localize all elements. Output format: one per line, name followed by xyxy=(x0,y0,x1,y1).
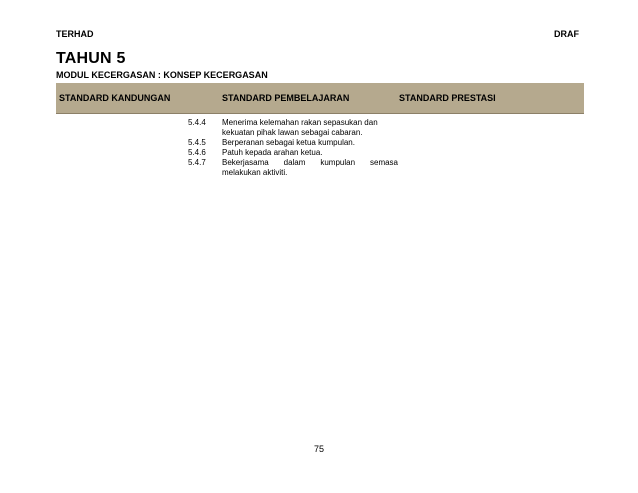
standards-table xyxy=(56,83,584,194)
table-body xyxy=(56,114,584,194)
page-title: TAHUN 5 xyxy=(56,50,126,67)
page-number: 75 xyxy=(314,444,325,454)
item-number: 5.4.4 xyxy=(188,118,206,127)
item-text-line: melakukan aktiviti. xyxy=(222,168,288,177)
item-text xyxy=(222,138,398,148)
column-header-standard-pembelajaran: STANDARD PEMBELAJARAN xyxy=(222,93,350,103)
table-header xyxy=(56,83,584,114)
page-subtitle: MODUL KECERGASAN : KONSEP KECERGASAN xyxy=(56,70,268,80)
item-text xyxy=(222,148,398,158)
item-text-line: Patuh kepada arahan ketua. xyxy=(222,148,323,157)
column-header-standard-kandungan: STANDARD KANDUNGAN xyxy=(59,93,171,103)
item-text-line: Menerima kelemahan rakan sepasukan dan xyxy=(222,118,378,127)
header-classification: TERHAD xyxy=(56,29,94,39)
item-number: 5.4.6 xyxy=(188,148,206,157)
item-text xyxy=(222,118,398,138)
item-text-line: Bekerjasama dalam kumpulan semasa xyxy=(222,158,398,167)
item-text-line: kekuatan pihak lawan sebagai cabaran. xyxy=(222,128,363,137)
column-header-standard-prestasi: STANDARD PRESTASI xyxy=(399,93,496,103)
item-number: 5.4.7 xyxy=(188,158,206,167)
item-text-line: Berperanan sebagai ketua kumpulan. xyxy=(222,138,355,147)
header-draft-label: DRAF xyxy=(554,29,579,39)
item-text xyxy=(222,158,398,178)
item-number: 5.4.5 xyxy=(188,138,206,147)
